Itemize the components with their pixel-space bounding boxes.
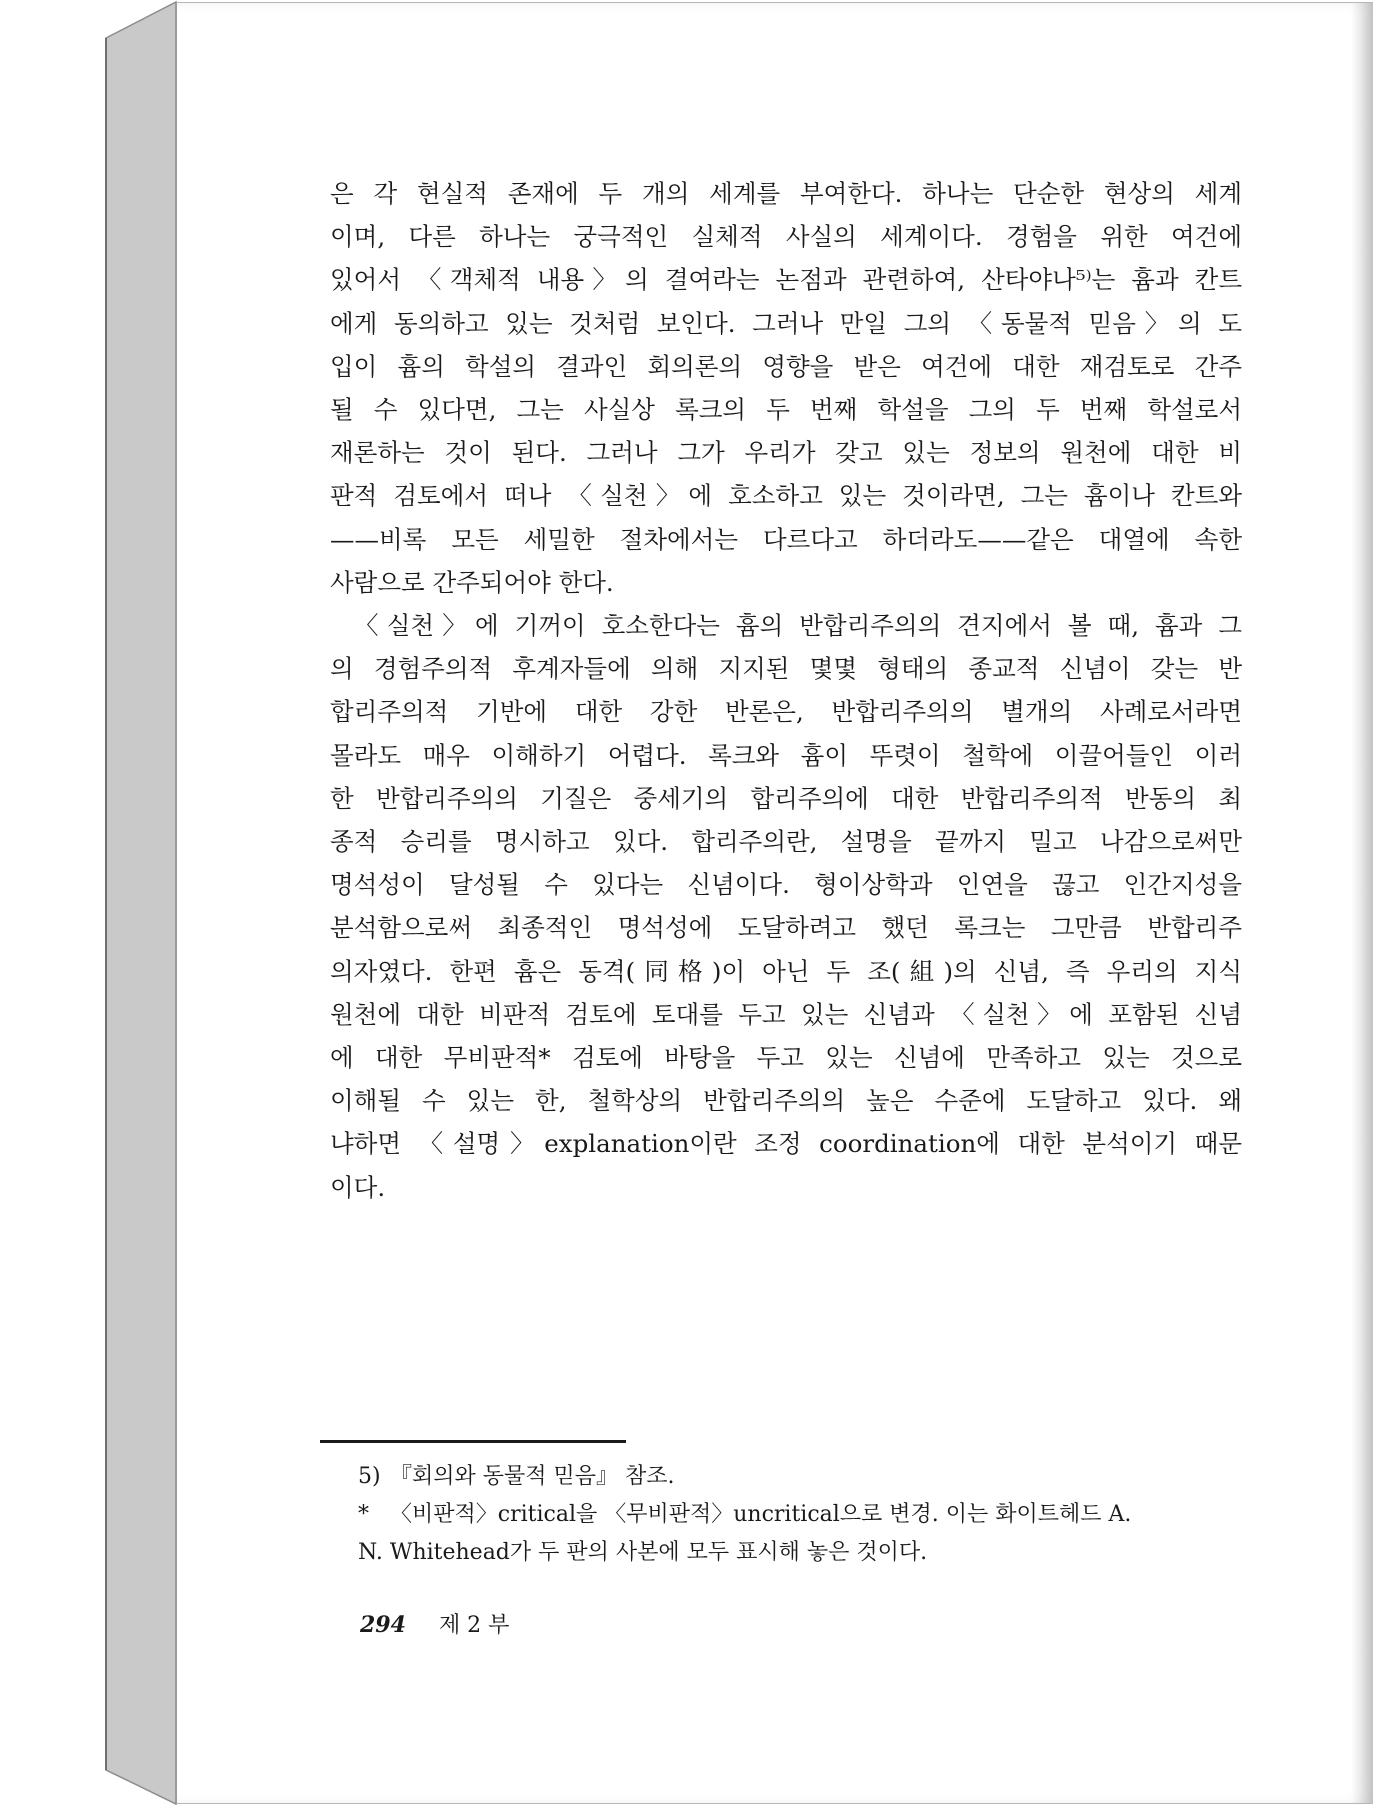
text-line: 의 경험주의적 후계자들에 의해 지지된 몇몇 형태의 종교적 신념이 갖는 반	[330, 654, 1242, 684]
text-line: 있어서 〈객체적 내용〉의 결여라는 논점과 관련하여, 산타야나⁵⁾는 흄과 칸트	[330, 265, 1242, 295]
page-footer	[360, 1608, 509, 1639]
text-line: 종적 승리를 명시하고 있다. 합리주의란, 설명을 끝까지 밀고 나감으로써만	[330, 827, 1242, 857]
text-line: 분석함으로써 최종적인 명석성에 도달하려고 했던 록크는 그만큼 반합리주	[330, 913, 1242, 943]
footnote-rule	[320, 1440, 626, 1443]
text-line: 에게 동의하고 있는 것처럼 보인다. 그러나 만일 그의 〈동물적 믿음〉의 도	[330, 308, 1242, 338]
text-line: 냐하면 〈설명〉explanation이란 조정 coordination에 대한 분석이기 때문	[330, 1129, 1242, 1159]
text-line: 에 대한 무비판적* 검토에 바탕을 두고 있는 신념에 만족하고 있는 것으로	[330, 1043, 1242, 1073]
text-line: 이며, 다른 하나는 궁극적인 실체적 사실의 세계이다. 경험을 위한 여건에	[330, 222, 1242, 252]
footnote-text: 『회의와 동물적 믿음』 참조.	[390, 1464, 675, 1489]
body-text	[330, 172, 1242, 1209]
footnote-marker: 5)	[358, 1464, 381, 1489]
text-line: 합리주의적 기반에 대한 강한 반론은, 반합리주의의 별개의 사례로서라면	[330, 697, 1242, 727]
text-line: 의자였다. 한편 흄은 동격(同格)이 아닌 두 조(組)의 신념, 즉 우리의 지식	[330, 956, 1242, 986]
footnote-star	[358, 1496, 1250, 1534]
footnotes	[358, 1458, 1250, 1572]
text-line: 원천에 대한 비판적 검토에 토대를 두고 있는 신념과 〈실천〉에 포함된 신념	[330, 999, 1242, 1029]
text-line: 이해될 수 있는 한, 철학상의 반합리주의의 높은 수준에 도달하고 있다. 왜	[330, 1086, 1242, 1116]
text-line: 〈실천〉에 기꺼이 호소한다는 흄의 반합리주의의 견지에서 볼 때, 흄과 그	[354, 611, 1242, 641]
footnote-marker: *	[358, 1502, 369, 1527]
text-line: 이다.	[330, 1172, 386, 1202]
page-number: 294	[360, 1612, 406, 1638]
text-line: 입이 흄의 학설의 결과인 회의론의 영향을 받은 여건에 대한 재검토로 간주	[330, 351, 1242, 381]
text-line: 몰라도 매우 이해하기 어렵다. 록크와 흄이 뚜렷이 철학에 이끌어들인 이러	[330, 740, 1242, 770]
text-line: 될 수 있다면, 그는 사실상 록크의 두 번째 학설을 그의 두 번째 학설로서	[330, 395, 1242, 425]
text-line: 명석성이 달성될 수 있다는 신념이다. 형이상학과 인연을 끊고 인간지성을	[330, 870, 1242, 900]
text-line: 은 각 현실적 존재에 두 개의 세계를 부여한다. 하나는 단순한 현상의 세계	[330, 179, 1242, 208]
part-label: 제 2 부	[438, 1613, 510, 1638]
text-line: 재론하는 것이 된다. 그러나 그가 우리가 갖고 있는 정보의 원천에 대한 비	[330, 438, 1242, 468]
text-line: 사람으로 간주되어야 한다.	[330, 567, 614, 597]
footnote-5	[358, 1458, 1250, 1496]
text-line: 한 반합리주의의 기질은 중세기의 합리주의에 대한 반합리주의적 반동의 최	[330, 783, 1242, 813]
text-line: 판적 검토에서 떠나 〈실천〉에 호소하고 있는 것이라면, 그는 흄이나 칸트와	[330, 481, 1242, 511]
footnote-text: 〈비판적〉critical을 〈무비판적〉uncritical으로 변경. 이는 화이트헤드 A.	[390, 1502, 1132, 1527]
footnote-text: N. Whitehead가 두 판의 사본에 모두 표시해 놓은 것이다.	[358, 1540, 928, 1565]
text-line: ——비록 모든 세밀한 절차에서는 다르다고 하더라도——같은 대열에 속한	[330, 524, 1242, 554]
